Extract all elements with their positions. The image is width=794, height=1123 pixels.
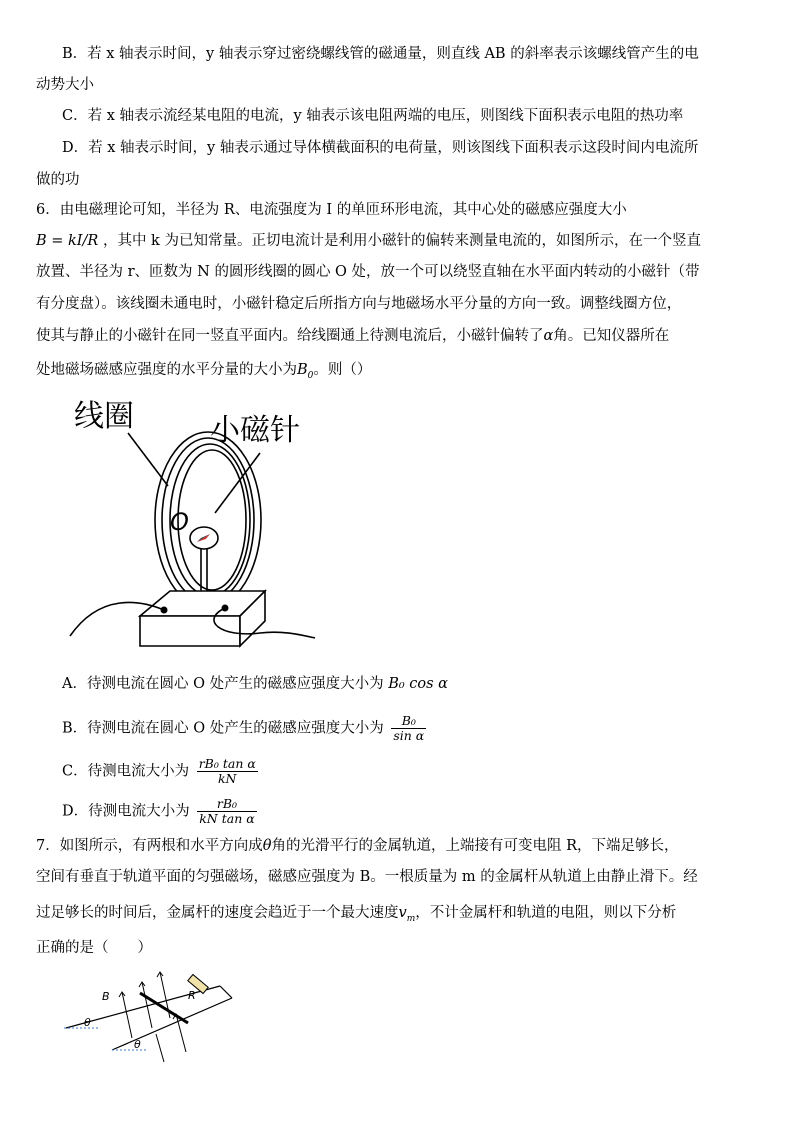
q6-option-d-den: kN tan α xyxy=(199,811,255,826)
q6-stem-line6-b: 。则（） xyxy=(313,362,372,378)
q5-option-b-line2: 动势大小 xyxy=(36,77,94,93)
q7-vm-sub: m xyxy=(406,913,416,924)
q7-vm: v xyxy=(398,905,407,921)
q6-stem-line5-a: 使其与静止的小磁针在同一竖直平面内。给线圈通上待测电流后，小磁针偏转了 xyxy=(36,328,544,344)
q6-option-a-text: A．待测电流在圆心 O 处产生的磁感应强度大小为 xyxy=(62,676,384,692)
q6-option-b xyxy=(62,714,426,743)
label-needle: 小磁针 xyxy=(210,413,300,448)
q6-option-c-fraction xyxy=(197,757,258,786)
q6-formula: B = kI/R xyxy=(36,233,99,249)
q6-b0-sub: 0 xyxy=(307,370,314,381)
label-b: B xyxy=(102,990,110,1003)
q7-stem-line3-b: ，不计金属杆和轨道的电阻，则以下分析 xyxy=(415,905,677,921)
inclined-rails-figure xyxy=(60,966,240,1066)
label-o: O xyxy=(170,508,189,536)
q7-theta: θ xyxy=(262,838,272,854)
q6-option-d xyxy=(62,797,257,826)
rail-lower xyxy=(112,998,232,1050)
label-coil: 线圈 xyxy=(74,399,134,434)
q7-stem-line4: 正确的是（ ） xyxy=(36,940,152,956)
q6-stem-line4: 有分度盘）。该线圈未通电时，小磁针稳定后所指方向与地磁场水平分量的方向一致。调整线圈方位， xyxy=(36,296,682,312)
q5-option-d-line2: 做的功 xyxy=(36,172,80,188)
q6-stem-line6 xyxy=(36,360,371,386)
q5-option-d-line1: D．若 x 轴表示时间，y 轴表示通过导体横截面积的电荷量，则该图线下面积表示这段时间内电流所 xyxy=(62,140,699,156)
q6-option-c xyxy=(62,757,258,786)
q5-option-c: C．若 x 轴表示流经某电阻的电流，y 轴表示该电阻两端的电压，则图线下面积表示电阻的热功率 xyxy=(62,108,684,124)
q6-option-c-den: kN xyxy=(217,771,237,786)
q6-stem-line2-text: ，其中 k 为已知常量。正切电流计是利用小磁针的偏转来测量电流的，如图所示，在一个竖直 xyxy=(102,233,701,249)
label-r: R xyxy=(188,989,196,1002)
q6-option-d-text: D．待测电流大小为 xyxy=(62,803,190,820)
q6-option-b-den: sin α xyxy=(393,728,425,743)
q6-stem-line5 xyxy=(36,326,669,346)
q6-stem-line2 xyxy=(36,231,701,251)
base-box xyxy=(140,591,265,646)
q6-option-b-num: B₀ xyxy=(391,714,426,729)
q7-stem-line1-a: 7．如图所示，有两根和水平方向成 xyxy=(36,838,263,854)
q6-option-a xyxy=(62,674,448,694)
q7-stem-line1 xyxy=(36,836,679,856)
q6-alpha: α xyxy=(543,328,554,344)
tangent-galvanometer-figure xyxy=(60,388,330,658)
q6-option-b-text: B．待测电流在圆心 O 处产生的磁感应强度大小为 xyxy=(62,720,384,737)
q6-option-c-text: C．待测电流大小为 xyxy=(62,763,190,780)
q6-option-d-fraction xyxy=(197,797,256,826)
q7-stem-line3-a: 过足够长的时间后，金属杆的速度会趋近于一个最大速度 xyxy=(36,905,399,921)
q6-stem-line1: 6．由电磁理论可知，半径为 R、电流强度为 I 的单匝环形电流，其中心处的磁感应强度大小 xyxy=(36,202,627,218)
q7-stem-line2: 空间有垂直于轨道平面的匀强磁场，磁感应强度为 B。一根质量为 m 的金属杆从轨道上由静止滑下。经 xyxy=(36,869,698,885)
label-theta-2: θ xyxy=(134,1038,141,1051)
q6-option-b-fraction xyxy=(391,714,426,743)
q7-stem-line1-b: 角的光滑平行的金属轨道，上端接有可变电阻 R，下端足够长， xyxy=(271,838,679,854)
q6-b0: B xyxy=(297,362,308,378)
q6-stem-line6-a: 处地磁场磁感应强度的水平分量的大小为 xyxy=(36,362,297,378)
q5-option-b-line1: B．若 x 轴表示时间，y 轴表示穿过密绕螺线管的磁通量，则直线 AB 的斜率表示该螺线管产生的电 xyxy=(62,46,699,62)
q6-option-c-num: rB₀ tan α xyxy=(198,756,256,771)
q7-stem-line3 xyxy=(36,903,676,929)
q6-option-a-math: B₀ cos α xyxy=(388,676,448,692)
q6-stem-line3: 放置、半径为 r、匝数为 N 的圆形线圈的圆心 O 处，放一个可以绕竖直轴在水平面内转动的小磁针（带 xyxy=(36,264,700,280)
q6-stem-line5-b: 角。已知仪器所在 xyxy=(553,328,670,344)
label-theta-1: θ xyxy=(84,1016,91,1029)
q6-option-d-num: rB₀ xyxy=(197,797,256,812)
